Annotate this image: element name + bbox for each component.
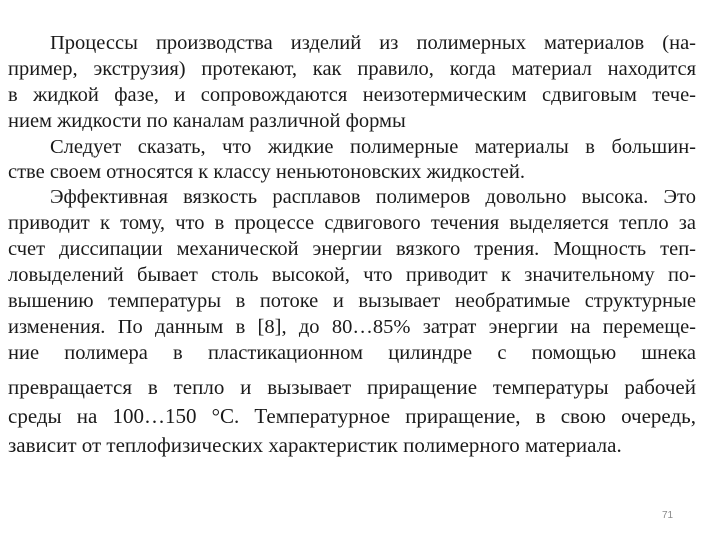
paragraph-1-line-3: в жидкой фазе, и сопровождаются неизотермическим сдвиговым тече- [8,84,696,106]
page-number: 71 [662,510,674,521]
paragraph-3-line-5: вышению температуры в потоке и вызывает необратимые структурные [8,290,696,312]
paragraph-3-line-8: превращается в тепло и вызывает приращение температуры рабочей [8,375,696,399]
paragraph-3-line-10: зависит от теплофизических характеристик полимерного материала. [8,433,622,457]
paragraph-2-line-1: Следует сказать, что жидкие полимерные материалы в большин- [50,136,696,158]
paragraph-1-line-2: пример, экструзия) протекают, как правило, когда материал находится [8,58,696,80]
paragraph-2-line-2: стве своем относятся к классу неньютоновских жидкостей. [8,161,525,183]
paragraph-3-line-9: среды на 100…150 °С. Температурное приращение, в свою очередь, [8,404,696,428]
paragraph-3-line-1: Эффективная вязкость расплавов полимеров довольно высока. Это [50,186,696,208]
paragraph-3-line-3: счет диссипации механической энергии вязкого трения. Мощность теп- [8,238,696,260]
paragraph-1-line-1: Процессы производства изделий из полимерных материалов (на- [50,32,696,54]
paragraph-3-line-7: ние полимера в пластикационном цилиндре с помощью шнека [8,342,696,364]
paragraph-3-line-6: изменения. По данным в [8], до 80…85% затрат энергии на перемеще- [8,316,696,338]
paragraph-3-line-2: приводит к тому, что в процессе сдвигового течения выделяется тепло за [8,212,696,234]
paragraph-3-line-4: ловыделений бывает столь высокой, что приводит к значительному по- [8,264,696,286]
paragraph-1-line-4: нием жидкости по каналам различной формы [8,110,406,132]
